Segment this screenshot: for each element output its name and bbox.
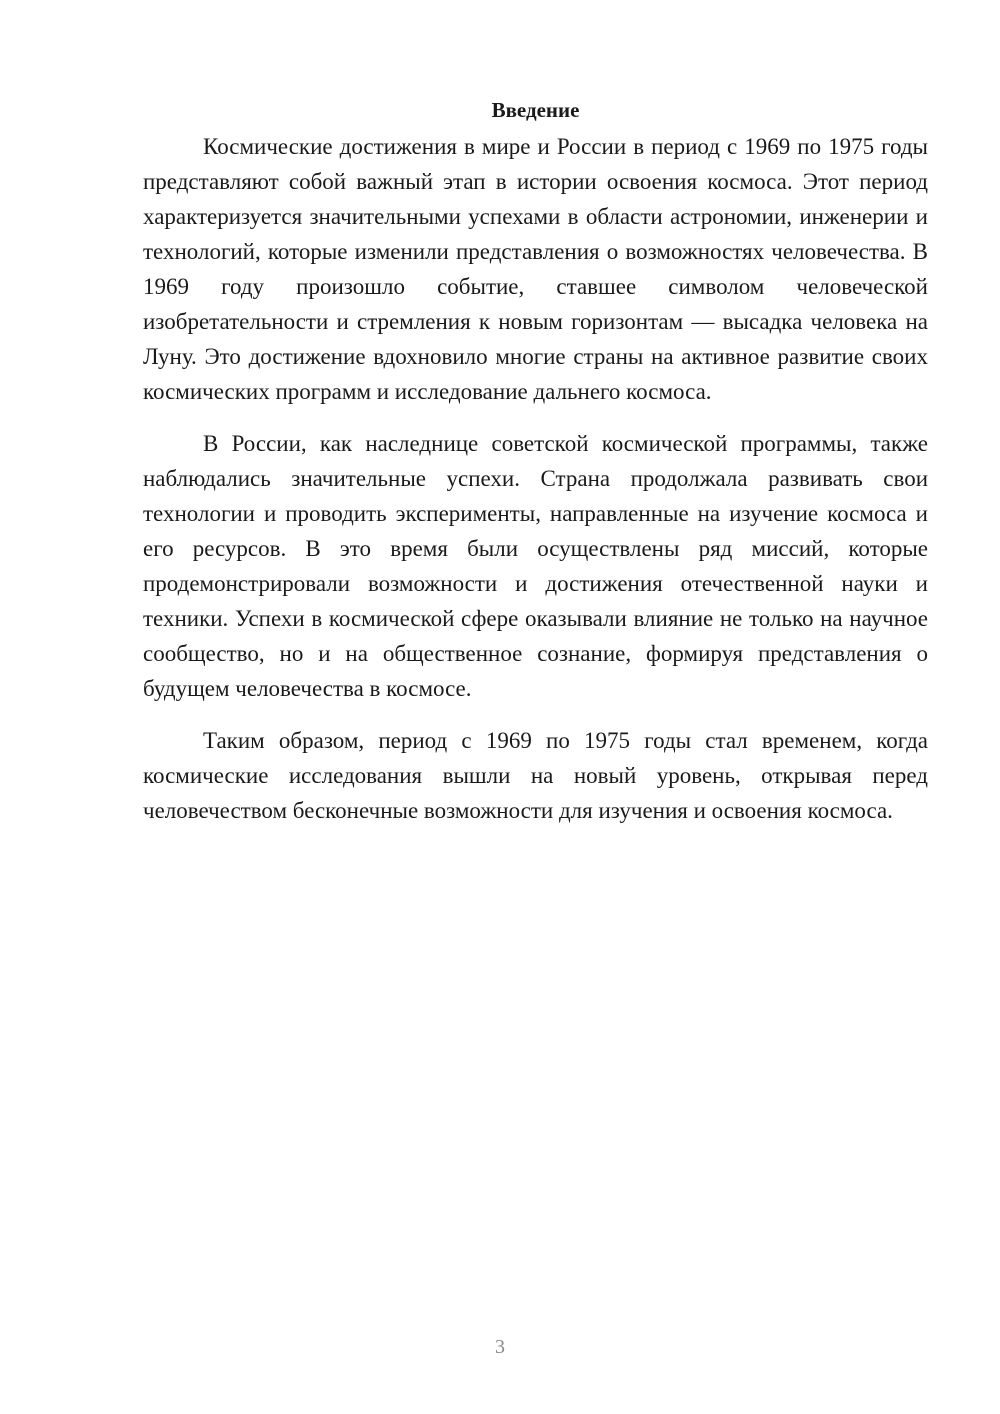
paragraph-3: Таким образом, период с 1969 по 1975 годы стал временем, когда космические исследования вышли на новый уровень, открывая перед человечеством бесконечные возможности для изучения и освоения космоса. (143, 728, 928, 823)
page-number: 3 (495, 1336, 505, 1358)
paragraph-1: Космические достижения в мире и России в период с 1969 по 1975 годы представляют собой важный этап в истории освоения космоса. Этот период характеризуется значительными успехами в области астрономии, инженерии и технологий, которые изменили представления о возможностях человечества. В 1969 году произошло событие, ставшее символом человеческой изобретательности и стремления к новым горизонтам — высадка человека на Луну. Это достижение вдохновило многие страны на активное развитие своих космических программ и исследование дальнего космоса. (143, 134, 928, 404)
page-content (143, 95, 928, 845)
section-heading: Введение (491, 98, 580, 122)
paragraph-2: В России, как наследнице советской космической программы, также наблюдались значительные успехи. Страна продолжала развивать свои технологии и проводить эксперименты, направленные на изучение космоса и его ресурсов. В это время были осуществлены ряд миссий, которые продемонстрировали возможности и достижения отечественной науки и техники. Успехи в космической сфере оказывали влияние не только на научное сообщество, но и на общественное сознание, формируя представления о будущем человечества в космосе. (143, 431, 928, 701)
